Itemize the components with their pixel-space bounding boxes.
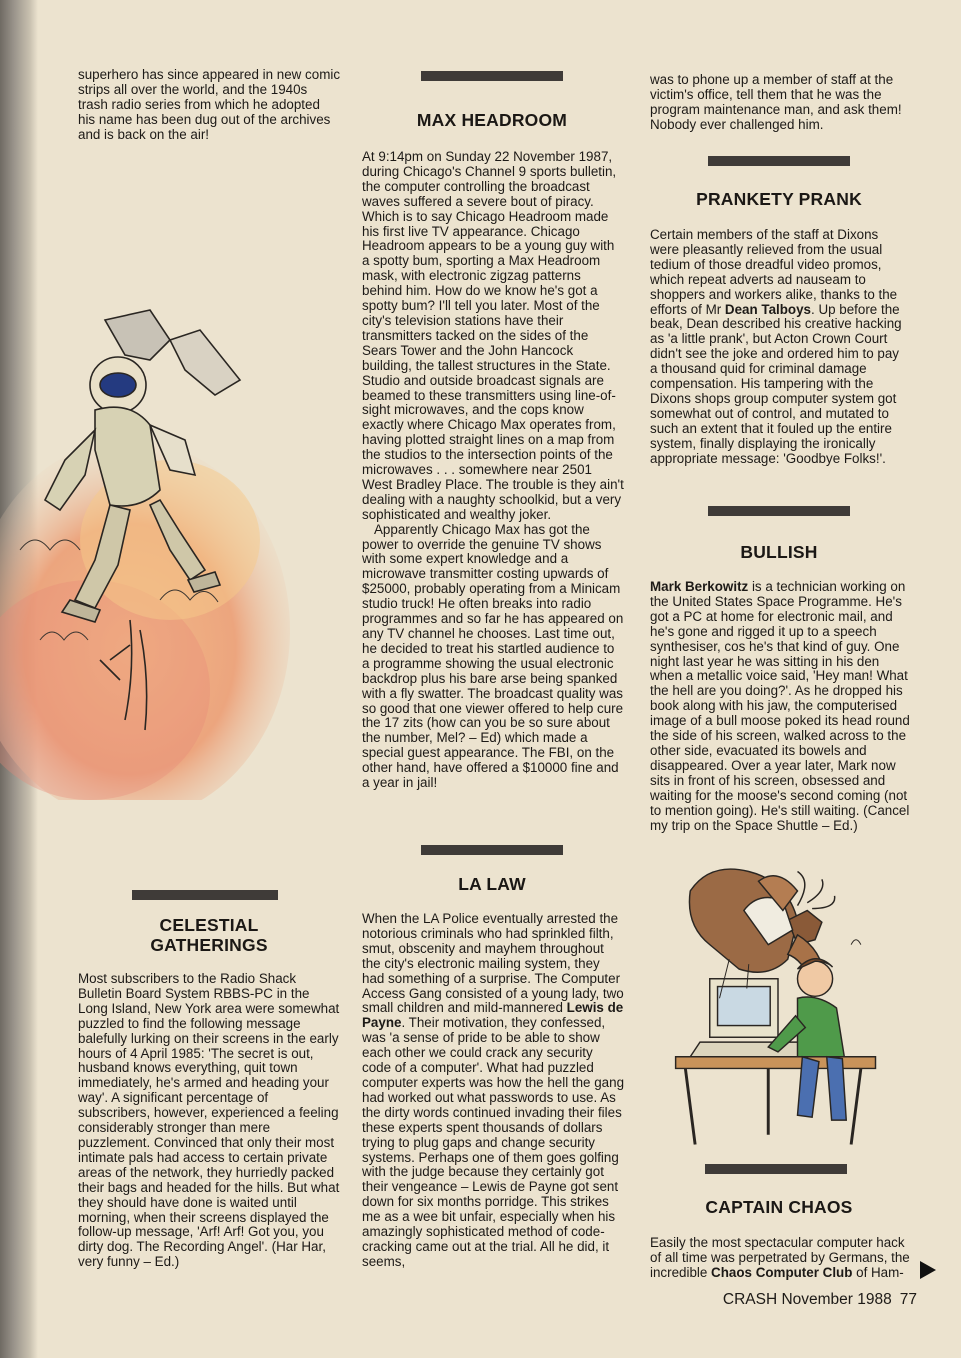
section-divider-bar [421, 71, 563, 81]
max-headroom-body [362, 150, 624, 791]
section-divider-bar [421, 845, 563, 855]
page-number: 77 [899, 1291, 917, 1308]
continue-arrow-icon [920, 1261, 936, 1279]
section-divider-bar [705, 1164, 847, 1174]
moose-computer-illustration [648, 852, 908, 1164]
heading-bullish: BULLISH [740, 542, 818, 562]
prankety-paragraph: Certain members of the staff at Dixons were pleasantly relieved from the usual tedium of those dreadful video promos, which repeat adverts ad nauseam to shoppers and workers alike, thanks to the efforts of Mr Dean Talboys. Up before the beak, Dean described his creative hacking as 'a little prank', but Acton Crown Court didn't see the joke and ordered him to pay a thousand quid for criminal damage compensation. His tampering with the Dixons shops group computer system got somewhat out of control, and mutated to such an extent that it fouled up the entire system, finally displaying the ironically appropriate message: 'Goodbye Folks!'. [650, 227, 902, 466]
captain-chaos-body [650, 1236, 912, 1281]
person-name: Dean Talboys [724, 301, 811, 317]
club-name: Chaos Computer Club [711, 1264, 853, 1280]
col1-top-paragraph: superhero has since appeared in new comic strips all over the world, and the 1940s trash radio series from which he adopted his name has been dug out of the archives and is back on the air! [78, 67, 341, 142]
celestial-body [78, 972, 340, 1270]
heading-captain-chaos: CAPTAIN CHAOS [705, 1197, 853, 1217]
person-name: Mark Berkowitz [650, 579, 749, 594]
heading-max-headroom: MAX HEADROOM [416, 110, 568, 130]
section-divider-bar [132, 890, 278, 900]
col3-top-paragraph: was to phone up a member of staff at the victim's office, tell them that he was the program maintenance man, and ask them! Nobody ever challenged him. [650, 72, 902, 132]
max-headroom-paragraph-1: At 9:14pm on Sunday 22 November 1987, during Chicago's Channel 9 sports bulletin, the computer controlling the broadcast waves suffered a severe bout of piracy. Which is to say Chicago Headroom made his first live TV appearance. Chicago Headroom appears to be a young guy with a spotty bum, sporting a Max Headroom mask, with electronic zigzag patterns behind him. How do we know he's got a spotty bum? I'll tell you later. Most of the city's television stations have their transmitters tacked on the sides of the Sears Tower and the John Hancock building, the tallest structures in the State. Studio and outside broadcast signals are beamed to these transmitters using line-of-sight microwaves, and the cops know exactly where Chicago Max operates from, having plotted straight lines on a map from the studios to the intersection points of the microwaves . . . somewhere near 2501 West Bradley Place. The trouble is they ain't dealing with a naughty schoolkid, but a very sophisticated and wealthy joker. [362, 149, 624, 522]
page-footer [723, 1291, 917, 1309]
astronaut-illustration [0, 300, 300, 800]
column-3-top [650, 73, 908, 133]
captain-chaos-paragraph: Easily the most spectacular computer hack of all time was perpetrated by Germans, the incredible Chaos Computer Club of Ham- [650, 1235, 910, 1280]
celestial-paragraph: Most subscribers to the Radio Shack Bulletin Board System RBBS-PC in the Long Island, New York area were somewhat puzzled to find the following message balefully lurking on their screens in the early hours of 4 April 1985: 'The secret is out, husband knows everything, quit town immediately, he's armed and heading your way'. A significant percentage of subscribers, however, experienced a feeling considerably stronger than mere puzzlement. Convinced that only their most intimate pals had access to certain private areas of the network, they hurriedly packed their bags and headed for the hills. But what they should have done is waited until morning, when their screens displayed the follow-up message, 'Arf! Arf! Got you, you dirty dog. The Recording Angel'. (Har Har, very funny – Ed.) [78, 971, 340, 1270]
la-law-paragraph: When the LA Police eventually arrested the notorious criminals who had sprinkled filth, smut, obscenity and mayhem throughout the city's electronic mailing system, they had something of a surprise. The Computer Access Gang consisted of a young lady, two small children and mild-mannered Lewis de Payne. Their motivation, they confessed, was 'a sense of pride to be able to show each other we could crack any security code of a computer'. What had puzzled computer experts was how the hell the gang had worked out what passwords to use. As the dirty words continued invading their files these experts spent thousands of dollars trying to plug gaps and change security systems. Perhaps one of them goes golfing with the judge because they certainly got their vengeance – Lewis de Payne got sent down for six months porridge. This strikes me as a wee bit unfair, especially when his amazingly sophisticated method of code-cracking came out at the trial. All he did, it seems, [362, 911, 625, 1269]
prankety-body [650, 228, 910, 467]
section-divider-bar [708, 506, 850, 516]
column-1-top [78, 68, 340, 143]
heading-la-law: LA LAW [458, 874, 526, 894]
section-divider-bar [708, 156, 850, 166]
bullish-paragraph: Mark Berkowitz is a technician working on the United States Space Programme. He's got a PC at home for electronic mail, and he's gone and rigged it up to a speech synthesiser, cos he's that kind of guy. One night last year he was sitting in his den when a metallic voice said, 'Hey man! What the hell are you doing?'. As he dropped his book along with his jaw, the computerised image of a bull moose poked its head round the side of his screen, walked across to the other side, evacuated its bowels and disappeared. Over a year later, Mark now sits in front of his screen, obsessed and waiting for the moose's second coming (not to mention going). He's still waiting. (Cancel my trip on the Space Shuttle – Ed.) [650, 579, 910, 833]
max-headroom-paragraph-2: Apparently Chicago Max has got the power to override the genuine TV shows with some expert knowledge and a microwave transmitter costing upwards of $25000, probably operating from a Minicam studio truck! He often breaks into radio programmes and so far he has appeared on any TV channel he chooses. Last time out, he decided to treat his startled audience to a programme showing the usual electronic backdrop plus his bare arse being spanked with a fly swatter. The broadcast quality was so good that one viewer offered to help cure the 17 zits (how can you be so sure about the number, Mel? – Ed) which made a special guest appearance. The FBI, on the other hand, have offered a $10000 fine and a year in jail! [362, 521, 624, 791]
heading-prankety-prank: PRANKETY PRANK [696, 189, 862, 209]
person-name: Lewis de Payne [362, 1000, 624, 1031]
footer-magazine: CRASH November 1988 [722, 1291, 892, 1308]
la-law-body [362, 912, 624, 1270]
bullish-body [650, 580, 910, 833]
heading-celestial-gatherings: CELESTIAL GATHERINGS [150, 915, 268, 955]
